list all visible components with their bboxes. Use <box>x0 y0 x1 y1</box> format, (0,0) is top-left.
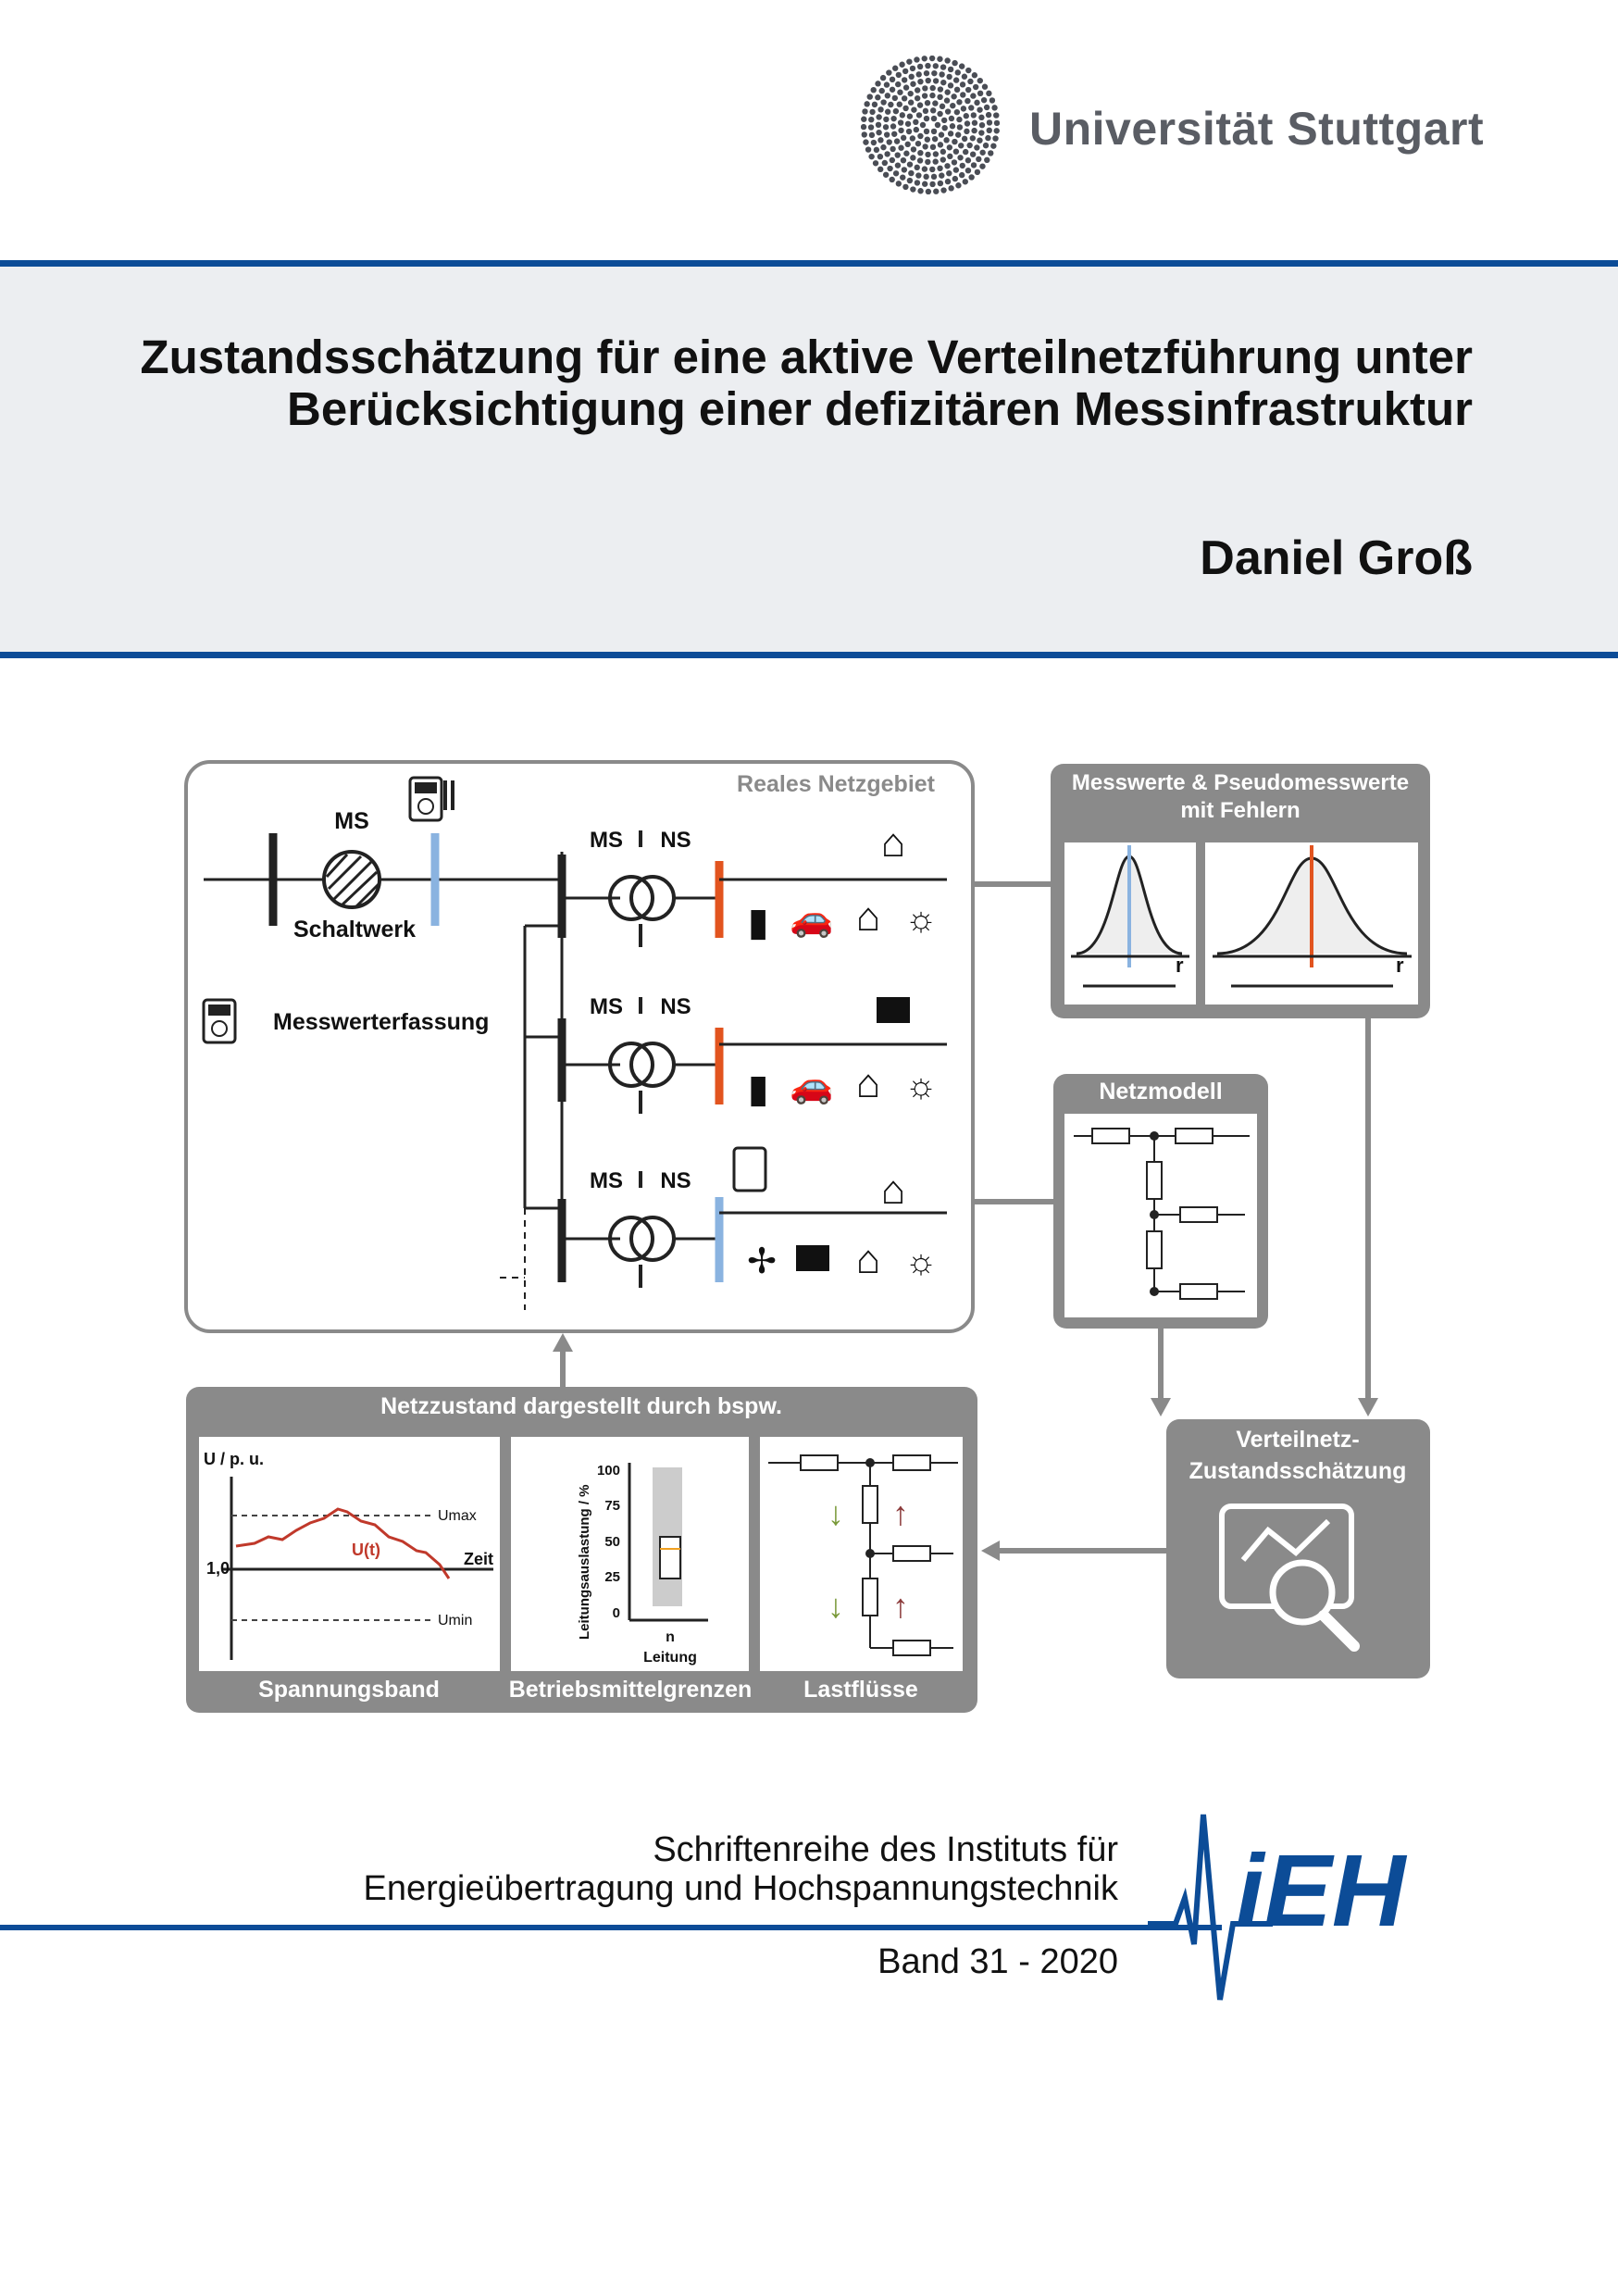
svg-text:NS: NS <box>660 1168 691 1193</box>
real-grid-label: Reales Netzgebiet <box>737 771 935 797</box>
real-grid-panel <box>186 762 973 1331</box>
svg-text:⌂: ⌂ <box>880 820 906 866</box>
svg-text:r: r <box>1176 954 1184 977</box>
messwerterfassung-label: Messwerterfassung <box>273 1009 490 1035</box>
svg-text:Leitung: Leitung <box>643 1650 697 1666</box>
svg-text:0: 0 <box>612 1605 620 1621</box>
svg-text:Leitungsauslastung / %: Leitungsauslastung / % <box>577 1484 592 1640</box>
svg-text:r: r <box>1396 954 1404 977</box>
volume-year: Band 31 - 2020 <box>877 1942 1118 1981</box>
svg-text:🚗: 🚗 <box>790 900 834 939</box>
schaltwerk-label: Schaltwerk <box>292 917 417 942</box>
university-name: Universität Stuttgart <box>1029 103 1485 155</box>
series-title <box>364 1830 1118 1908</box>
title-band <box>0 260 1618 658</box>
svg-text:Lastflüsse: Lastflüsse <box>803 1677 918 1703</box>
ieh-logo <box>1148 1805 1500 2018</box>
author-name: Daniel Groß <box>1200 531 1473 585</box>
svg-text:mit Fehlern: mit Fehlern <box>1180 798 1301 823</box>
svg-text:Spannungsband: Spannungsband <box>258 1677 440 1703</box>
ms-label-top: MS <box>334 808 369 834</box>
svg-text:NS: NS <box>660 994 691 1019</box>
svg-text:⌂: ⌂ <box>880 1167 906 1213</box>
svg-text:MS: MS <box>590 1168 623 1193</box>
svg-text:Netzzustand dargestellt durch: Netzzustand dargestellt durch bspw. <box>380 1393 782 1419</box>
svg-text:↓: ↓ <box>828 1587 844 1625</box>
svg-text:Messwerte & Pseudomesswerte: Messwerte & Pseudomesswerte <box>1071 770 1410 795</box>
ieh-logo-text: iEH <box>1236 1834 1406 1948</box>
title-line-2: Berücksichtigung einer defizitären Messinfrastruktur <box>287 382 1473 435</box>
svg-text:↓: ↓ <box>828 1494 844 1532</box>
book-title <box>0 331 1473 435</box>
svg-text:NS: NS <box>660 828 691 853</box>
svg-text:Zeit: Zeit <box>464 1550 494 1568</box>
svg-text:🚗: 🚗 <box>790 1067 834 1105</box>
footer-divider <box>0 1925 1222 1930</box>
svg-text:☼: ☼ <box>904 1067 938 1105</box>
svg-text:☼: ☼ <box>904 1242 938 1281</box>
svg-text:✢: ✢ <box>747 1242 777 1281</box>
svg-text:⌂: ⌂ <box>855 1061 881 1106</box>
title-line-1: Zustandsschätzung für eine aktive Verteilnetzführung unter <box>140 331 1473 383</box>
svg-text:▮: ▮ <box>747 1067 769 1110</box>
svg-text:100: 100 <box>596 1463 620 1479</box>
svg-text:Verteilnetz-: Verteilnetz- <box>1236 1427 1360 1453</box>
svg-text:50: 50 <box>604 1534 620 1550</box>
svg-text:⌂: ⌂ <box>855 1237 881 1282</box>
svg-text:↑: ↑ <box>892 1494 909 1532</box>
svg-text:▮: ▮ <box>747 900 769 943</box>
series-line-2: Energieübertragung und Hochspannungstechnik <box>363 1869 1118 1908</box>
svg-text:Netzmodell: Netzmodell <box>1099 1079 1223 1104</box>
series-line-1: Schriftenreihe des Instituts für <box>653 1830 1118 1869</box>
cover-figure <box>180 755 1439 1717</box>
svg-text:1,0: 1,0 <box>206 1559 230 1578</box>
svg-text:Umax: Umax <box>438 1508 477 1524</box>
svg-text:Betriebsmittelgrenzen: Betriebsmittelgrenzen <box>508 1677 753 1703</box>
svg-text:25: 25 <box>604 1569 620 1585</box>
svg-text:n: n <box>666 1629 675 1645</box>
svg-text:75: 75 <box>604 1498 620 1514</box>
svg-text:⌂: ⌂ <box>855 894 881 940</box>
svg-text:MS: MS <box>590 828 623 853</box>
svg-text:U / p. u.: U / p. u. <box>204 1450 264 1468</box>
grid-state-panel <box>186 1387 977 1713</box>
svg-text:MS: MS <box>590 994 623 1019</box>
svg-text:Umin: Umin <box>438 1613 473 1628</box>
university-logo-icon <box>861 56 1000 194</box>
grid-model-panel <box>1053 1074 1268 1329</box>
svg-text:↑: ↑ <box>892 1587 909 1625</box>
svg-text:Zustandsschätzung: Zustandsschätzung <box>1189 1458 1407 1484</box>
measurements-panel <box>1051 764 1430 1018</box>
state-estimation-panel <box>1166 1419 1430 1678</box>
svg-text:☼: ☼ <box>904 900 938 939</box>
svg-text:U(t): U(t) <box>352 1541 380 1559</box>
